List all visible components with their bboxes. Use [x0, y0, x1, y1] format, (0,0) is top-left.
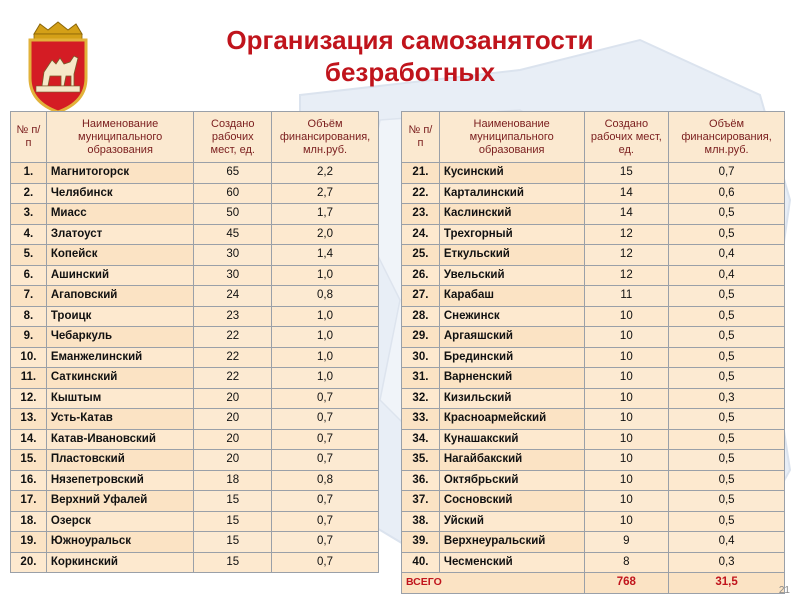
- funding-amount: 0,7: [669, 163, 785, 184]
- jobs-created: 22: [194, 368, 272, 389]
- table-row: [11, 470, 379, 491]
- jobs-created: 14: [584, 183, 669, 204]
- table-row: [402, 450, 785, 471]
- funding-amount: 0,3: [669, 552, 785, 573]
- funding-amount: 0,5: [669, 347, 785, 368]
- total-created: 768: [584, 573, 669, 594]
- municipality-name: Еткульский: [439, 245, 584, 266]
- funding-amount: 0,5: [669, 286, 785, 307]
- total-funding: 31,5: [669, 573, 785, 594]
- row-number: 5.: [11, 245, 47, 266]
- municipality-name: Ашинский: [46, 265, 194, 286]
- jobs-created: 12: [584, 265, 669, 286]
- row-number: 22.: [402, 183, 440, 204]
- jobs-created: 14: [584, 204, 669, 225]
- header-created: Создано рабочих мест, ед.: [584, 112, 669, 163]
- jobs-created: 18: [194, 470, 272, 491]
- row-number: 15.: [11, 450, 47, 471]
- table-row: [402, 204, 785, 225]
- jobs-created: 10: [584, 450, 669, 471]
- funding-amount: 0,5: [669, 368, 785, 389]
- municipality-name: Миасс: [46, 204, 194, 225]
- table-row: [11, 388, 379, 409]
- jobs-created: 65: [194, 163, 272, 184]
- jobs-created: 10: [584, 511, 669, 532]
- total-label: ВСЕГО: [402, 573, 585, 594]
- municipality-name: Аргаяшский: [439, 327, 584, 348]
- row-number: 12.: [11, 388, 47, 409]
- table-row: [11, 532, 379, 553]
- jobs-created: 10: [584, 409, 669, 430]
- municipality-name: Нязепетровский: [46, 470, 194, 491]
- municipality-name: Копейск: [46, 245, 194, 266]
- row-number: 31.: [402, 368, 440, 389]
- municipality-name: Трехгорный: [439, 224, 584, 245]
- table-row: [11, 347, 379, 368]
- row-number: 37.: [402, 491, 440, 512]
- row-number: 28.: [402, 306, 440, 327]
- municipality-name: Октябрьский: [439, 470, 584, 491]
- funding-amount: 0,7: [272, 532, 379, 553]
- table-row: [402, 327, 785, 348]
- funding-amount: 1,0: [272, 306, 379, 327]
- municipality-name: Каслинский: [439, 204, 584, 225]
- funding-amount: 0,5: [669, 204, 785, 225]
- municipality-name: Озерск: [46, 511, 194, 532]
- title-line-2: безработных: [324, 57, 496, 87]
- table-row: [402, 245, 785, 266]
- funding-amount: 0,5: [669, 409, 785, 430]
- funding-amount: 0,5: [669, 224, 785, 245]
- jobs-created: 20: [194, 388, 272, 409]
- jobs-created: 20: [194, 429, 272, 450]
- row-number: 4.: [11, 224, 47, 245]
- row-number: 39.: [402, 532, 440, 553]
- funding-amount: 0,7: [272, 552, 379, 573]
- row-number: 13.: [11, 409, 47, 430]
- municipality-name: Троицк: [46, 306, 194, 327]
- municipality-name: Магнитогорск: [46, 163, 194, 184]
- funding-amount: 1,4: [272, 245, 379, 266]
- jobs-created: 15: [194, 532, 272, 553]
- funding-amount: 0,5: [669, 306, 785, 327]
- row-number: 20.: [11, 552, 47, 573]
- municipality-name: Кусинский: [439, 163, 584, 184]
- table-row: [402, 409, 785, 430]
- funding-amount: 0,4: [669, 265, 785, 286]
- row-number: 29.: [402, 327, 440, 348]
- municipality-name: Южноуральск: [46, 532, 194, 553]
- jobs-created: 10: [584, 388, 669, 409]
- jobs-created: 24: [194, 286, 272, 307]
- table-row: [11, 368, 379, 389]
- table-row: [11, 306, 379, 327]
- jobs-created: 10: [584, 327, 669, 348]
- table-row: [11, 552, 379, 573]
- row-number: 35.: [402, 450, 440, 471]
- municipality-name: Пластовский: [46, 450, 194, 471]
- jobs-created: 20: [194, 450, 272, 471]
- header-num: № п/п: [11, 112, 47, 163]
- row-number: 19.: [11, 532, 47, 553]
- table-row: [11, 163, 379, 184]
- funding-amount: 0,7: [272, 388, 379, 409]
- municipality-name: Златоуст: [46, 224, 194, 245]
- row-number: 23.: [402, 204, 440, 225]
- row-number: 34.: [402, 429, 440, 450]
- row-number: 11.: [11, 368, 47, 389]
- jobs-created: 15: [194, 491, 272, 512]
- table-row: [402, 306, 785, 327]
- table-row: [402, 511, 785, 532]
- municipality-name: Еманжелинский: [46, 347, 194, 368]
- funding-amount: 0,5: [669, 491, 785, 512]
- row-number: 24.: [402, 224, 440, 245]
- municipality-name: Верхнеуральский: [439, 532, 584, 553]
- right-table: [401, 111, 785, 594]
- municipality-name: Карталинский: [439, 183, 584, 204]
- row-number: 6.: [11, 265, 47, 286]
- table-row: [11, 429, 379, 450]
- row-number: 8.: [11, 306, 47, 327]
- funding-amount: 0,5: [669, 327, 785, 348]
- table-row: [11, 183, 379, 204]
- funding-amount: 1,0: [272, 347, 379, 368]
- funding-amount: 1,7: [272, 204, 379, 225]
- table-row: [11, 265, 379, 286]
- page-number: 21: [778, 585, 790, 596]
- row-number: 38.: [402, 511, 440, 532]
- title-line-1: Организация самозанятости: [226, 25, 594, 55]
- row-number: 1.: [11, 163, 47, 184]
- funding-amount: 0,7: [272, 409, 379, 430]
- municipality-name: Кизильский: [439, 388, 584, 409]
- jobs-created: 10: [584, 368, 669, 389]
- table-row: [11, 450, 379, 471]
- jobs-created: 15: [194, 511, 272, 532]
- header-name: Наименование муниципального образования: [46, 112, 194, 163]
- table-row: [402, 388, 785, 409]
- municipality-name: Усть-Катав: [46, 409, 194, 430]
- header-name: Наименование муниципального образования: [439, 112, 584, 163]
- municipality-name: Сосновский: [439, 491, 584, 512]
- page-title: [180, 24, 640, 88]
- left-table: [10, 111, 379, 573]
- table-row: [402, 265, 785, 286]
- table-row: [402, 183, 785, 204]
- jobs-created: 30: [194, 265, 272, 286]
- funding-amount: 0,7: [272, 429, 379, 450]
- row-number: 27.: [402, 286, 440, 307]
- funding-amount: 0,8: [272, 286, 379, 307]
- table-row: [11, 491, 379, 512]
- funding-amount: 0,7: [272, 491, 379, 512]
- row-number: 18.: [11, 511, 47, 532]
- municipality-name: Чесменский: [439, 552, 584, 573]
- row-number: 2.: [11, 183, 47, 204]
- municipality-name: Верхний Уфалей: [46, 491, 194, 512]
- row-number: 32.: [402, 388, 440, 409]
- jobs-created: 22: [194, 327, 272, 348]
- coat-of-arms-icon: [16, 20, 100, 116]
- table-row: [11, 224, 379, 245]
- table-row: [11, 409, 379, 430]
- table-row: [402, 491, 785, 512]
- municipality-name: Саткинский: [46, 368, 194, 389]
- funding-amount: 0,5: [669, 429, 785, 450]
- header-num: № п/п: [402, 112, 440, 163]
- municipality-name: Снежинск: [439, 306, 584, 327]
- row-number: 7.: [11, 286, 47, 307]
- jobs-created: 10: [584, 491, 669, 512]
- row-number: 25.: [402, 245, 440, 266]
- table-row: [11, 286, 379, 307]
- municipality-name: Варненский: [439, 368, 584, 389]
- jobs-created: 22: [194, 347, 272, 368]
- municipality-name: Агаповский: [46, 286, 194, 307]
- funding-amount: 0,7: [272, 511, 379, 532]
- funding-amount: 0,7: [272, 450, 379, 471]
- municipality-name: Челябинск: [46, 183, 194, 204]
- municipality-name: Брединский: [439, 347, 584, 368]
- funding-amount: 1,0: [272, 265, 379, 286]
- header-funding: Объём финансирования, млн.руб.: [669, 112, 785, 163]
- funding-amount: 2,2: [272, 163, 379, 184]
- municipality-name: Карабаш: [439, 286, 584, 307]
- municipality-name: Коркинский: [46, 552, 194, 573]
- table-row: [402, 552, 785, 573]
- municipality-name: Катав-Ивановский: [46, 429, 194, 450]
- row-number: 16.: [11, 470, 47, 491]
- jobs-created: 30: [194, 245, 272, 266]
- table-row: [402, 347, 785, 368]
- jobs-created: 50: [194, 204, 272, 225]
- table-row: [402, 163, 785, 184]
- row-number: 14.: [11, 429, 47, 450]
- jobs-created: 10: [584, 306, 669, 327]
- jobs-created: 45: [194, 224, 272, 245]
- jobs-created: 23: [194, 306, 272, 327]
- jobs-created: 11: [584, 286, 669, 307]
- municipality-name: Увельский: [439, 265, 584, 286]
- row-number: 10.: [11, 347, 47, 368]
- jobs-created: 12: [584, 224, 669, 245]
- jobs-created: 60: [194, 183, 272, 204]
- total-row: [402, 573, 785, 594]
- table-row: [402, 470, 785, 491]
- funding-amount: 0,4: [669, 532, 785, 553]
- funding-amount: 2,0: [272, 224, 379, 245]
- funding-amount: 0,3: [669, 388, 785, 409]
- funding-amount: 0,5: [669, 470, 785, 491]
- jobs-created: 15: [194, 552, 272, 573]
- table-row: [402, 368, 785, 389]
- municipality-name: Уйский: [439, 511, 584, 532]
- table-row: [402, 224, 785, 245]
- table-row: [402, 532, 785, 553]
- jobs-created: 12: [584, 245, 669, 266]
- funding-amount: 0,5: [669, 511, 785, 532]
- funding-amount: 1,0: [272, 368, 379, 389]
- row-number: 21.: [402, 163, 440, 184]
- municipality-name: Кыштым: [46, 388, 194, 409]
- jobs-created: 20: [194, 409, 272, 430]
- row-number: 17.: [11, 491, 47, 512]
- table-row: [11, 204, 379, 225]
- row-number: 26.: [402, 265, 440, 286]
- jobs-created: 8: [584, 552, 669, 573]
- municipality-name: Кунашакский: [439, 429, 584, 450]
- row-number: 30.: [402, 347, 440, 368]
- table-row: [402, 286, 785, 307]
- table-row: [402, 429, 785, 450]
- funding-amount: 0,4: [669, 245, 785, 266]
- funding-amount: 1,0: [272, 327, 379, 348]
- municipality-name: Красноармейский: [439, 409, 584, 430]
- jobs-created: 10: [584, 347, 669, 368]
- row-number: 40.: [402, 552, 440, 573]
- table-row: [11, 245, 379, 266]
- row-number: 33.: [402, 409, 440, 430]
- jobs-created: 15: [584, 163, 669, 184]
- table-row: [11, 327, 379, 348]
- header-funding: Объём финансирования, млн.руб.: [272, 112, 379, 163]
- funding-amount: 0,5: [669, 450, 785, 471]
- header-created: Создано рабочих мест, ед.: [194, 112, 272, 163]
- jobs-created: 10: [584, 470, 669, 491]
- funding-amount: 2,7: [272, 183, 379, 204]
- funding-amount: 0,8: [272, 470, 379, 491]
- municipality-name: Чебаркуль: [46, 327, 194, 348]
- funding-amount: 0,6: [669, 183, 785, 204]
- table-row: [11, 511, 379, 532]
- row-number: 36.: [402, 470, 440, 491]
- row-number: 9.: [11, 327, 47, 348]
- jobs-created: 9: [584, 532, 669, 553]
- municipality-name: Нагайбакский: [439, 450, 584, 471]
- jobs-created: 10: [584, 429, 669, 450]
- row-number: 3.: [11, 204, 47, 225]
